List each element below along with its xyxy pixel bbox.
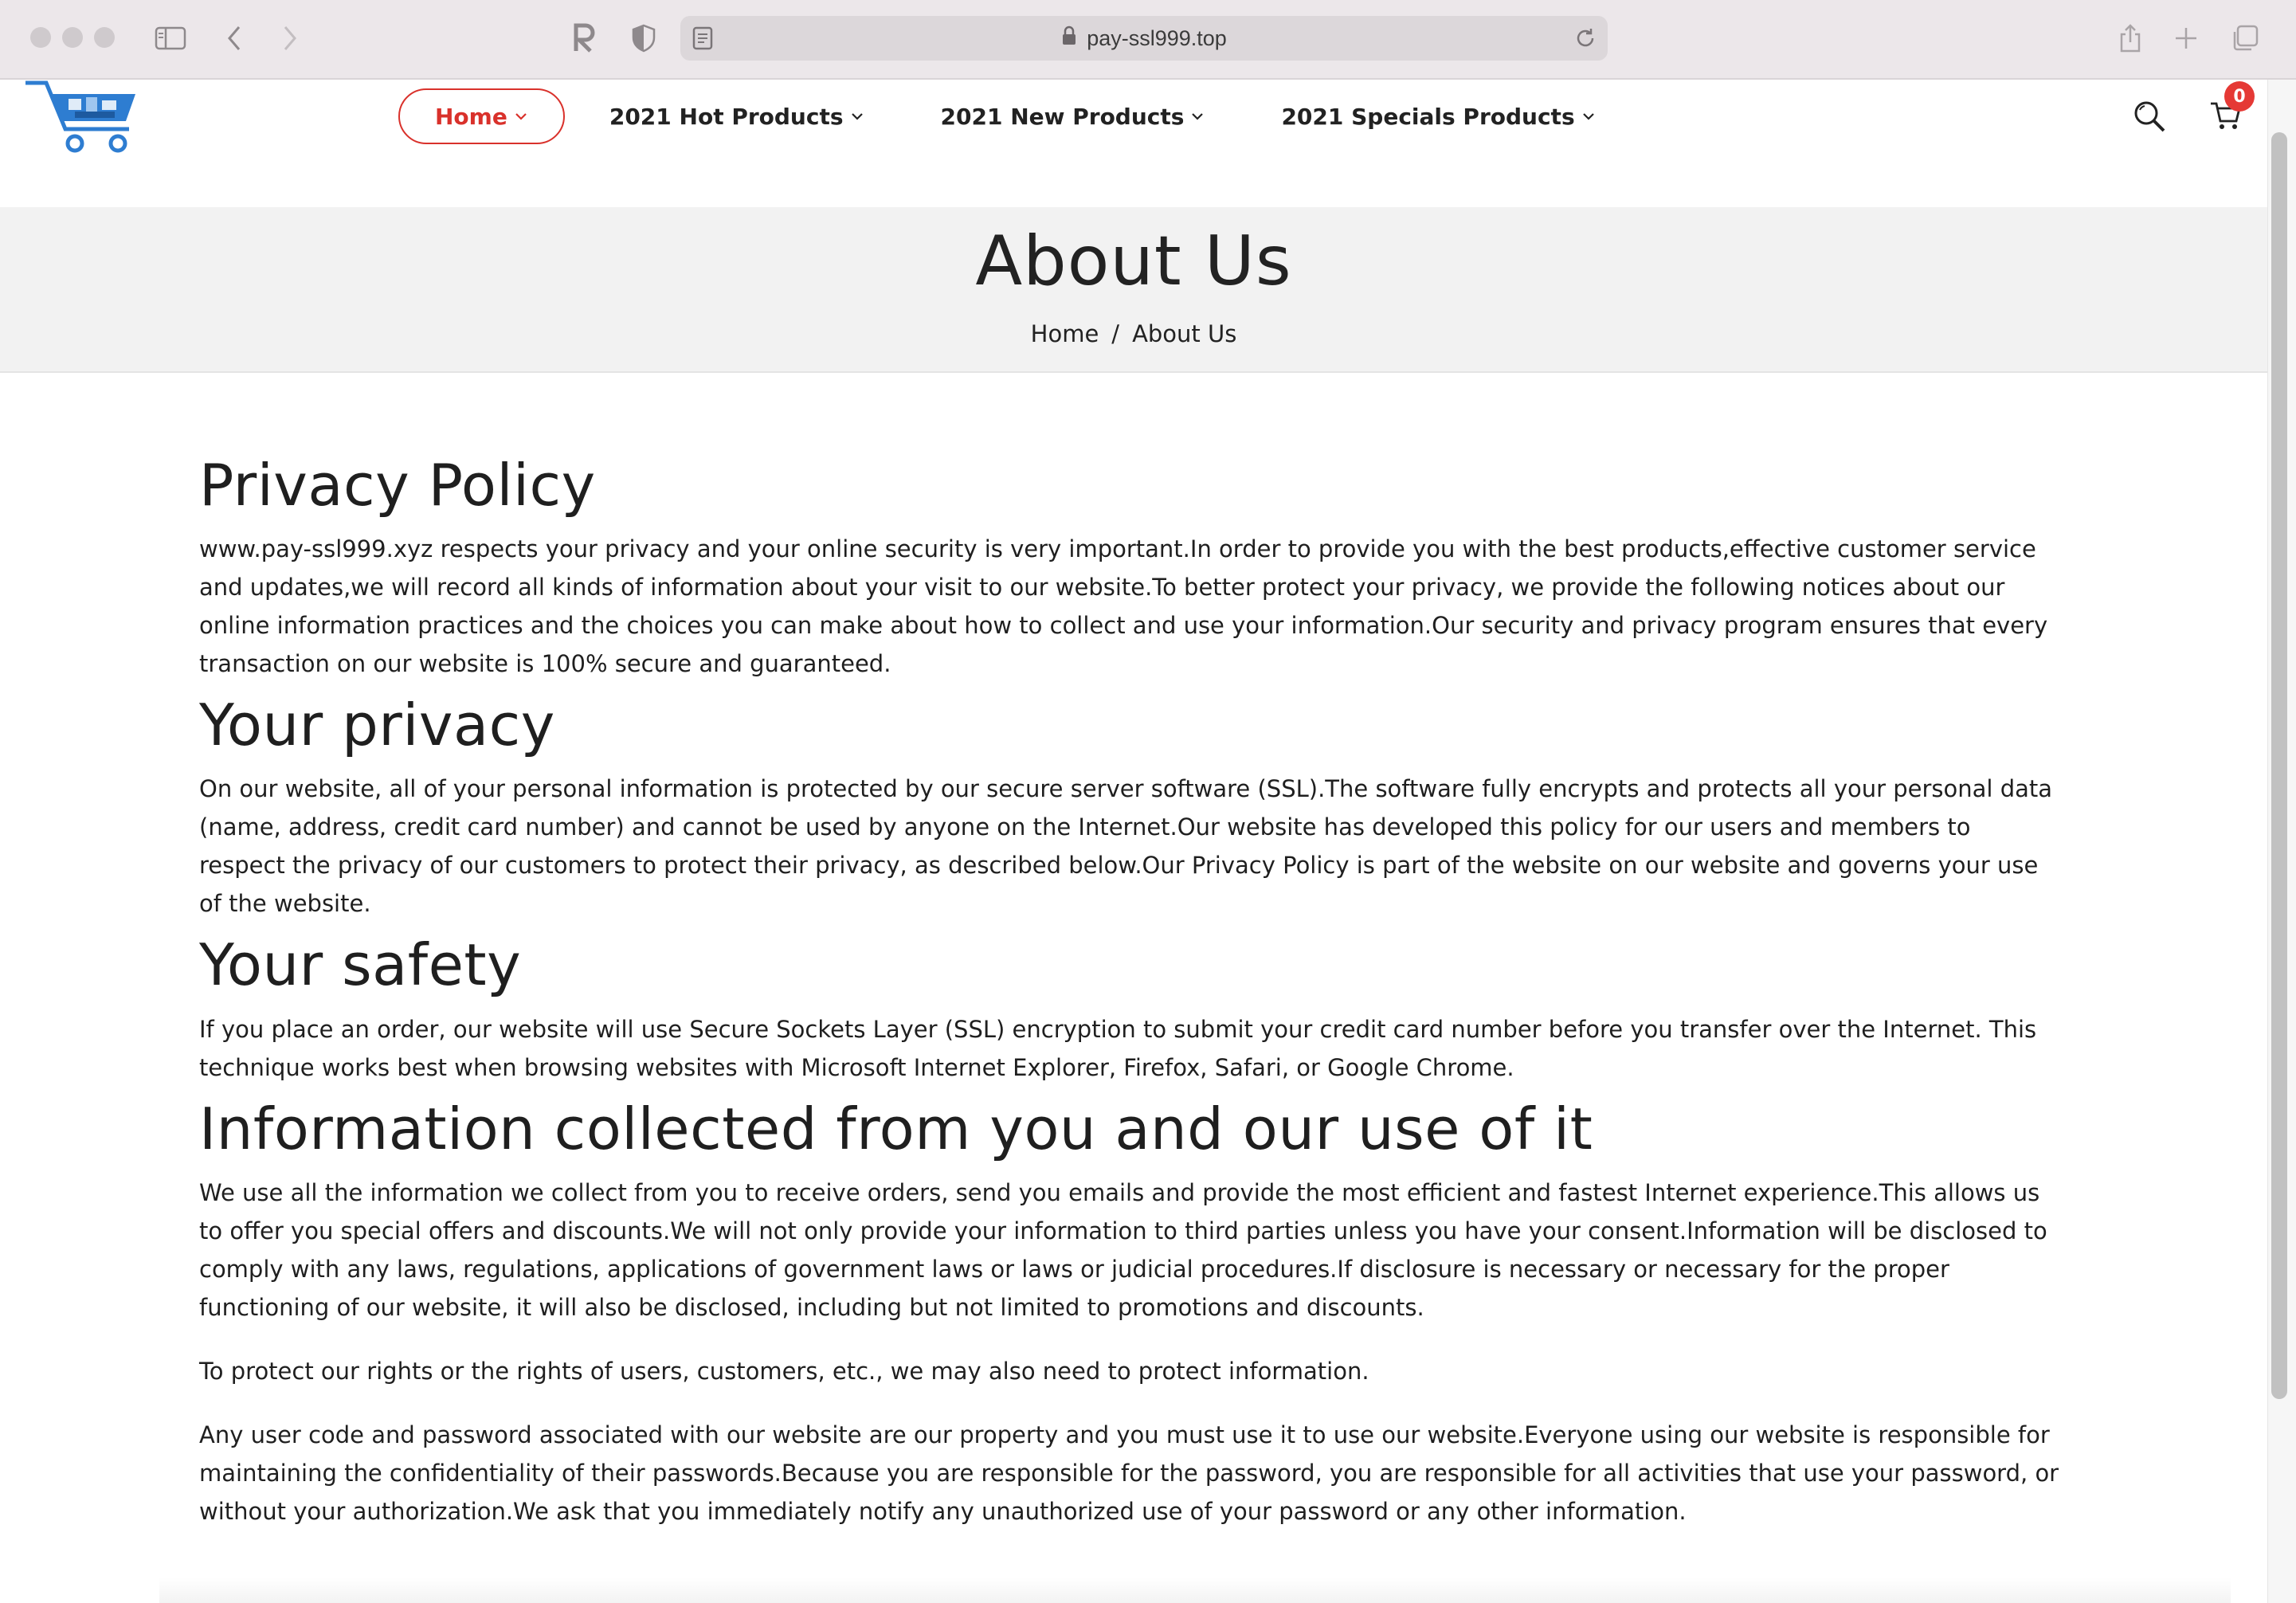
breadcrumb-home-link[interactable]: Home: [1030, 320, 1099, 347]
nav-item-home[interactable]: [398, 88, 565, 144]
forward-arrow-icon[interactable]: [271, 19, 309, 57]
section-paragraph: If you place an order, our website will use Secure Sockets Layer (SSL) encryption to submit your credit card number before you transfer over the Internet. This technique works best when browsing websites with Microsoft Internet Explorer, Firefox, Safari, or Google Chrome.: [199, 1015, 2037, 1081]
main-navigation: [398, 88, 1596, 145]
section-paragraph: We use all the information we collect from you to receive orders, send you emails and provide the most efficient and fastest Internet experience.This allows us to offer you special offers and discounts.We will not only provide your information to third parties unless you have your consent.Information will be disclosed to comply with any laws, regulations, applications of government laws or laws or judicial procedures.If disclosure is necessary or necessary for the proper functioning of our website, it will also be disclosed, including but not limited to promotions and discounts.: [199, 1178, 2047, 1321]
nav-item-label: 2021 Specials Products: [1281, 103, 1575, 130]
privacy-shield-icon[interactable]: [625, 19, 663, 57]
section-heading-privacy-policy: Privacy Policy: [199, 452, 596, 519]
window-minimize-button[interactable]: [62, 27, 83, 48]
site-header: [0, 80, 2267, 207]
section-heading-information-collected: Information collected from you and our use of it: [199, 1095, 1593, 1162]
url-text[interactable]: pay-ssl999.top: [1087, 25, 1227, 50]
share-icon[interactable]: [2111, 19, 2149, 57]
page-title-banner: [0, 207, 2267, 373]
cart-count-badge: 0: [2224, 81, 2255, 112]
section-paragraph: Any user code and password associated with our website are our property and you must use it to use our website.Everyone using our website is responsible for maintaining the confidentiality of their passwords.Because you are responsible for the password, you are responsible for all activities that use your password, or without your authorization.We ask that you immediately notify any unauthorized use of your password or any other information.: [199, 1421, 2059, 1525]
reload-icon[interactable]: [1574, 27, 1597, 53]
nav-item-label: Home: [435, 103, 507, 130]
shopping-cart-logo[interactable]: [24, 80, 143, 156]
chevron-down-icon: [850, 109, 864, 123]
chevron-down-icon: [1190, 109, 1205, 123]
nav-item-label: 2021 Hot Products: [609, 103, 844, 130]
about-content: [199, 454, 2063, 1530]
page-title: About Us: [975, 221, 1292, 301]
scrollbar-thumb[interactable]: [2271, 132, 2287, 1399]
sidebar-toggle-icon[interactable]: [151, 19, 190, 57]
chevron-down-icon: [1581, 109, 1596, 123]
footer-shadow: [159, 1578, 2231, 1603]
breadcrumb-current: About Us: [1132, 320, 1237, 347]
section-paragraph: To protect our rights or the rights of users, customers, etc., we may also need to protect information.: [199, 1357, 1369, 1385]
breadcrumb-separator: /: [1111, 320, 1120, 347]
section-paragraph: On our website, all of your personal information is protected by our secure server software (SSL).The software fully encrypts and protects all your personal data (name, address, credit card number) and cannot be used by anyone on the Internet.Our website has developed this policy for our users and members to respect the privacy of our customers to protect their privacy, as described below.Our Privacy Policy is part of the website on our website and governs your use of the website.: [199, 775, 2053, 918]
chevron-down-icon: [514, 109, 528, 123]
section-paragraph: www.pay-ssl999.xyz respects your privacy and your online security is very important.In order to provide you with the best products,effective customer service and updates,we will record all kinds of information about your visit to our website.To better protect your privacy, we provide the following notices about our online information practices and the choices you can make about how to collect and use your information.Our security and privacy program ensures that every transaction on our website is 100% secure and guaranteed.: [199, 535, 2048, 678]
tab-overview-icon[interactable]: [2226, 19, 2264, 57]
breadcrumb: [0, 320, 2267, 347]
back-arrow-icon[interactable]: [215, 19, 253, 57]
browser-toolbar: [0, 0, 2296, 80]
nav-item-hot-products[interactable]: [609, 88, 864, 144]
nav-item-new-products[interactable]: [941, 88, 1205, 144]
section-heading-your-safety: Your safety: [199, 931, 522, 999]
nav-item-specials-products[interactable]: [1281, 88, 1595, 144]
window-close-button[interactable]: [30, 27, 51, 48]
address-bar[interactable]: [680, 16, 1608, 61]
window-zoom-button[interactable]: [94, 27, 115, 48]
section-heading-your-privacy: Your privacy: [199, 692, 555, 759]
extension-r-icon[interactable]: [566, 19, 604, 57]
search-icon[interactable]: [2129, 96, 2170, 137]
nav-item-label: 2021 New Products: [940, 103, 1185, 130]
new-tab-icon[interactable]: [2167, 19, 2205, 57]
lock-icon: [1061, 25, 1077, 52]
